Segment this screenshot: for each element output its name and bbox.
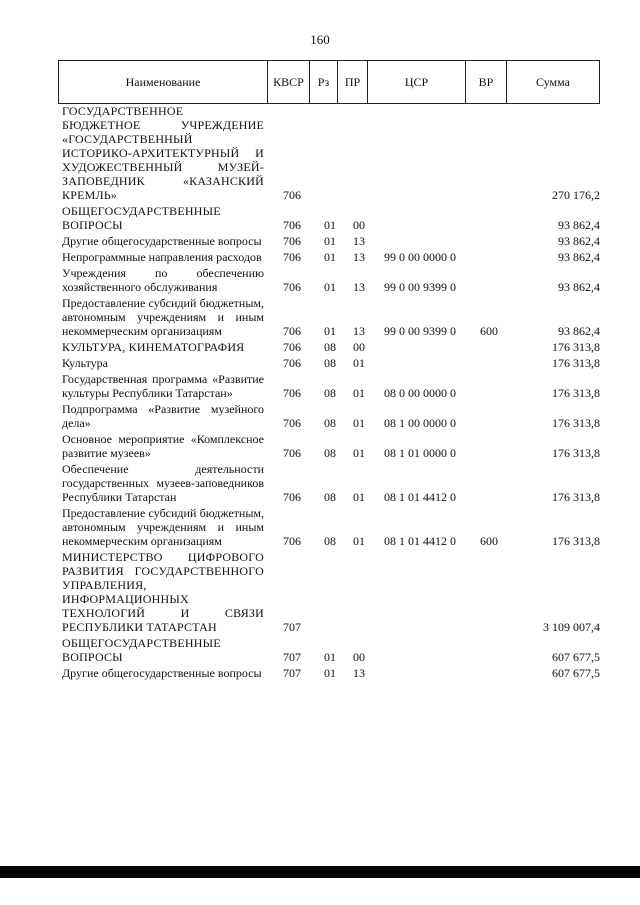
row-pr: 13 <box>353 666 365 680</box>
table-row <box>62 636 602 664</box>
row-kvsr: 707 <box>283 666 301 680</box>
row-csr: 99 0 00 0000 0 <box>384 250 456 264</box>
row-vr: 600 <box>480 324 498 338</box>
row-sum: 3 109 007,4 <box>543 620 600 634</box>
row-rz: 01 <box>324 650 336 664</box>
row-pr: 01 <box>353 446 365 460</box>
table-row <box>62 356 602 370</box>
row-pr: 00 <box>353 340 365 354</box>
row-sum: 607 677,5 <box>552 650 600 664</box>
row-rz: 08 <box>324 386 336 400</box>
row-vr: 600 <box>480 534 498 548</box>
row-sum: 176 313,8 <box>552 446 600 460</box>
table-row <box>62 462 602 504</box>
row-rz: 01 <box>324 250 336 264</box>
table-row <box>62 234 602 248</box>
row-rz: 08 <box>324 534 336 548</box>
row-name: Другие общегосударственные вопросы <box>62 234 262 248</box>
row-kvsr: 706 <box>283 416 301 430</box>
table-row <box>62 432 602 460</box>
row-name: Учреждения по обеспечению хозяйственного обслуживания <box>62 266 264 294</box>
page-number: 160 <box>310 32 330 47</box>
row-name: Основное мероприятие «Комплексное развитие музеев» <box>62 432 264 460</box>
row-name: Обеспечение деятельности государственных музеев-заповедников Республики Татарстан <box>62 462 264 504</box>
header-name: Наименование <box>59 61 268 103</box>
row-sum: 176 313,8 <box>552 416 600 430</box>
table-row <box>62 266 602 294</box>
row-rz: 01 <box>324 234 336 248</box>
row-pr: 00 <box>353 650 365 664</box>
header-pr: ПР <box>338 61 368 103</box>
row-kvsr: 706 <box>283 490 301 504</box>
table-body <box>62 104 602 680</box>
row-csr: 08 0 00 0000 0 <box>384 386 456 400</box>
header-kvsr: КВСР <box>268 61 310 103</box>
row-kvsr: 707 <box>283 650 301 664</box>
row-pr: 01 <box>353 416 365 430</box>
row-pr: 01 <box>353 356 365 370</box>
row-pr: 13 <box>353 234 365 248</box>
row-csr: 08 1 01 4412 0 <box>384 490 456 504</box>
row-kvsr: 706 <box>283 446 301 460</box>
row-csr: 99 0 00 9399 0 <box>384 280 456 294</box>
row-name: Другие общегосударственные вопросы <box>62 666 262 680</box>
row-kvsr: 706 <box>283 386 301 400</box>
row-kvsr: 706 <box>283 234 301 248</box>
row-rz: 01 <box>324 324 336 338</box>
table-row <box>62 506 602 548</box>
row-sum: 176 313,8 <box>552 490 600 504</box>
row-sum: 176 313,8 <box>552 386 600 400</box>
row-name: МИНИСТЕРСТВО ЦИФРОВОГО РАЗВИТИЯ ГОСУДАРСТВЕННОГО УПРАВЛЕНИЯ, ИНФОРМАЦИОННЫХ ТЕХНОЛОГИЙ И СВЯЗИ РЕСПУБЛИКИ ТАТАРСТАН <box>62 550 264 634</box>
row-pr: 01 <box>353 386 365 400</box>
header-vr: ВР <box>466 61 507 103</box>
row-kvsr: 706 <box>283 356 301 370</box>
row-name: ОБЩЕГОСУДАРСТВЕННЫЕ ВОПРОСЫ <box>62 204 221 232</box>
row-csr: 99 0 00 9399 0 <box>384 324 456 338</box>
table-header <box>58 60 600 104</box>
row-kvsr: 707 <box>283 620 301 634</box>
row-rz: 08 <box>324 356 336 370</box>
row-sum: 176 313,8 <box>552 534 600 548</box>
row-csr: 08 1 01 4412 0 <box>384 534 456 548</box>
row-pr: 13 <box>353 280 365 294</box>
row-sum: 176 313,8 <box>552 356 600 370</box>
header-rz: Рз <box>310 61 338 103</box>
table-row <box>62 296 602 338</box>
row-name: ОБЩЕГОСУДАРСТВЕННЫЕ ВОПРОСЫ <box>62 636 221 664</box>
row-kvsr: 706 <box>283 188 301 202</box>
row-name: КУЛЬТУРА, КИНЕМАТОГРАФИЯ <box>62 340 245 354</box>
row-rz: 08 <box>324 490 336 504</box>
row-name: Предоставление субсидий бюджетным, автономным учреждениям и иным некоммерческим организациям <box>62 506 264 548</box>
row-rz: 08 <box>324 416 336 430</box>
table-row <box>62 402 602 430</box>
row-rz: 08 <box>324 446 336 460</box>
row-csr: 08 1 01 0000 0 <box>384 446 456 460</box>
row-rz: 01 <box>324 666 336 680</box>
row-pr: 13 <box>353 324 365 338</box>
row-sum: 93 862,4 <box>558 280 600 294</box>
row-rz: 01 <box>324 280 336 294</box>
row-pr: 01 <box>353 490 365 504</box>
row-sum: 93 862,4 <box>558 250 600 264</box>
table-row <box>62 372 602 400</box>
row-name: Предоставление субсидий бюджетным, автономным учреждениям и иным некоммерческим организациям <box>62 296 264 338</box>
row-sum: 176 313,8 <box>552 340 600 354</box>
row-name: ГОСУДАРСТВЕННОЕ БЮДЖЕТНОЕ УЧРЕЖДЕНИЕ «ГОСУДАРСТВЕННЫЙ ИСТОРИКО-АРХИТЕКТУРНЫЙ И ХУДОЖЕСТВЕННЫЙ МУЗЕЙ-ЗАПОВЕДНИК «КАЗАНСКИЙ КРЕМЛЬ» <box>62 104 264 202</box>
table-row <box>62 666 602 680</box>
row-pr: 00 <box>353 218 365 232</box>
row-sum: 93 862,4 <box>558 218 600 232</box>
row-name: Непрограммные направления расходов <box>62 250 262 264</box>
row-name: Государственная программа «Развитие культуры Республики Татарстан» <box>62 372 264 400</box>
row-kvsr: 706 <box>283 340 301 354</box>
row-sum: 607 677,5 <box>552 666 600 680</box>
row-kvsr: 706 <box>283 534 301 548</box>
row-kvsr: 706 <box>283 280 301 294</box>
row-sum: 270 176,2 <box>552 188 600 202</box>
row-pr: 01 <box>353 534 365 548</box>
row-name: Подпрограмма «Развитие музейного дела» <box>62 402 264 430</box>
row-name: Культура <box>62 356 108 370</box>
row-rz: 01 <box>324 218 336 232</box>
table-row <box>62 550 602 634</box>
header-sum: Сумма <box>536 74 570 89</box>
row-sum: 93 862,4 <box>558 234 600 248</box>
table-row <box>62 104 602 202</box>
row-sum: 93 862,4 <box>558 324 600 338</box>
header-csr: ЦСР <box>368 61 466 103</box>
row-csr: 08 1 00 0000 0 <box>384 416 456 430</box>
table-row <box>62 250 602 264</box>
table-row <box>62 340 602 354</box>
row-kvsr: 706 <box>283 324 301 338</box>
row-pr: 13 <box>353 250 365 264</box>
row-kvsr: 706 <box>283 218 301 232</box>
table-row <box>62 204 602 232</box>
row-rz: 08 <box>324 340 336 354</box>
row-kvsr: 706 <box>283 250 301 264</box>
scan-bottom-edge <box>0 866 640 878</box>
